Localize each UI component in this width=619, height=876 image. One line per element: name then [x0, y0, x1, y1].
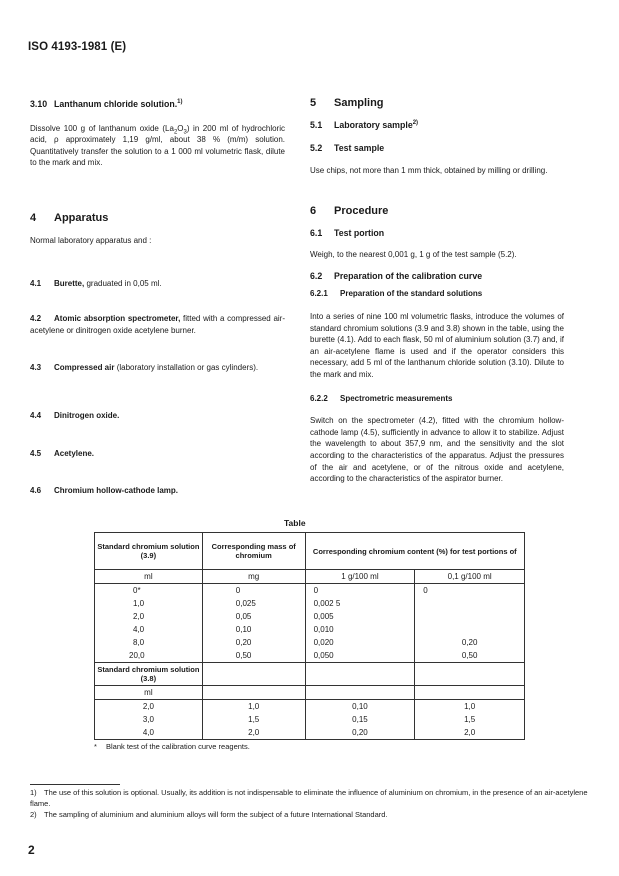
- section-3-10: [30, 99, 285, 169]
- section-4-6: 4.6 Chromium hollow-cathode lamp.: [30, 486, 179, 495]
- subheader-standard-solution-3-8: Standard chromium solution (3.8): [95, 663, 203, 686]
- subheader-unit-ml: ml: [95, 686, 203, 700]
- section-5-1-heading: 5.1 Laboratory sample$^{2)}$: [310, 119, 419, 130]
- unit-ml: ml: [95, 570, 203, 584]
- page-number: 2: [28, 843, 35, 857]
- section-5-heading: 5 Sampling: [310, 97, 384, 109]
- section-4-3: 4.3 Compressed air (laboratory installation or gas cylinders).: [30, 363, 259, 372]
- section-6-2-1-heading: 6.2.1 Preparation of the standard solutions: [310, 289, 483, 299]
- section-3-10-body: Dissolve 100 g of lanthanum oxide $(La_2O_3)$ in 200 ml of hydrochloric acid, ρ approximately 1,19 g/ml, about 38 % (m/m) solution. Quantitatively transfer the solution to a 1 000 ml volumetric flask, dilute to the mark and mix.: [30, 123, 285, 168]
- table-row: 8,0 0,20 0,020 0,20: [95, 636, 525, 649]
- document-header: ISO 4193-1981 (E): [28, 41, 127, 53]
- section-6-2-1-body: Into a series of nine 100 ml volumetric flasks, introduce the volumes of standard chromium solutions (3.9 and 3.8) shown in the table, using the burette (4.1). Add to each flask, 50 ml of aluminium solution (3.7) and, if an air-acetylene flame is used and if the operator considers this necessary, add 5 ml of the lanthanum chloride solution (3.10). Dilute to the mark and mix.: [310, 311, 564, 379]
- table-row: 4,0 0,10 0,010: [95, 623, 525, 636]
- footnote-divider: [30, 784, 120, 785]
- header-chromium-content: Corresponding chromium content (%) for test portions of: [305, 533, 524, 570]
- section-5-2-heading: 5.2 Test sample: [310, 143, 385, 154]
- section-6-2-2-body: Switch on the spectrometer (4.2), fitted with the chromium hollow-cathode lamp (4.5), sufficiently in advance to allow it to stabilize. Adjust the wavelength to about 357,9 nm, and the sensitivity and the slot according to the characteristics of the apparatus. Adjust the pressures of the air and acetylene, or of the nitrous oxide and acetylene, according to the characteristics of the aspirator burner.: [310, 416, 564, 484]
- section-6-2-2-heading: 6.2.2 Spectrometric measurements: [310, 393, 453, 403]
- table-row: 4,0 2,0 0,20 2,0: [95, 726, 525, 740]
- unit-01g: 0,1 g/100 ml: [415, 570, 525, 584]
- section-5-2-body: Use chips, not more than 1 mm thick, obtained by milling or drilling.: [310, 165, 548, 175]
- table-row: 2,0 1,0 0,10 1,0: [95, 700, 525, 714]
- section-4-body: Normal laboratory apparatus and :: [30, 235, 152, 245]
- section-4-4: 4.4 Dinitrogen oxide.: [30, 411, 120, 420]
- calibration-table: [94, 532, 525, 740]
- section-4-heading: 4 Apparatus: [30, 212, 109, 224]
- section-6-1-body: Weigh, to the nearest 0,001 g, 1 g of the test sample (5.2).: [310, 250, 517, 260]
- section-6: [310, 206, 564, 485]
- section-6-heading: 6 Procedure: [310, 205, 389, 217]
- header-mass-chromium: Corresponding mass of chromium: [202, 533, 305, 570]
- table-title: Table: [284, 518, 306, 528]
- section-4: [30, 213, 285, 246]
- unit-mg: mg: [202, 570, 305, 584]
- footnote-2: 2) The sampling of aluminium and aluminium alloys will form the subject of a future International Standard.: [30, 810, 388, 819]
- section-4-5: 4.5 Acetylene.: [30, 449, 95, 458]
- table-row: 1,0 0,025 0,002 5: [95, 597, 525, 610]
- table-note: * Blank test of the calibration curve reagents.: [94, 742, 250, 751]
- section-4-1: 4.1 Burette, graduated in 0,05 ml.: [30, 279, 162, 288]
- table-row: 20,0 0,50 0,050 0,50: [95, 649, 525, 663]
- section-5: [310, 98, 564, 176]
- section-6-2-heading: 6.2 Preparation of the calibration curve: [310, 270, 483, 281]
- header-standard-solution: Standard chromium solution (3.9): [95, 533, 203, 570]
- table-row: 2,0 0,05 0,005: [95, 610, 525, 623]
- unit-1g: 1 g/100 ml: [305, 570, 415, 584]
- table-row: 3,0 1,5 0,15 1,5: [95, 713, 525, 726]
- section-4-2: 4.2 Atomic absorption spectrometer, fitted with a compressed air-acetylene or dinitrogen oxide acetylene burner.: [30, 314, 286, 335]
- section-3-10-heading: 3.10 Lanthanum chloride solution.$^{1)}$: [30, 99, 183, 109]
- footnote-1: 1) The use of this solution is optional. Usually, its addition is not indispensable to eliminate the influence of aluminium on chromium, in the presence of an air-acetylene flame.: [30, 788, 588, 808]
- table-row: 0* 0 0 0: [95, 584, 525, 598]
- section-6-1-heading: 6.1 Test portion: [310, 227, 385, 238]
